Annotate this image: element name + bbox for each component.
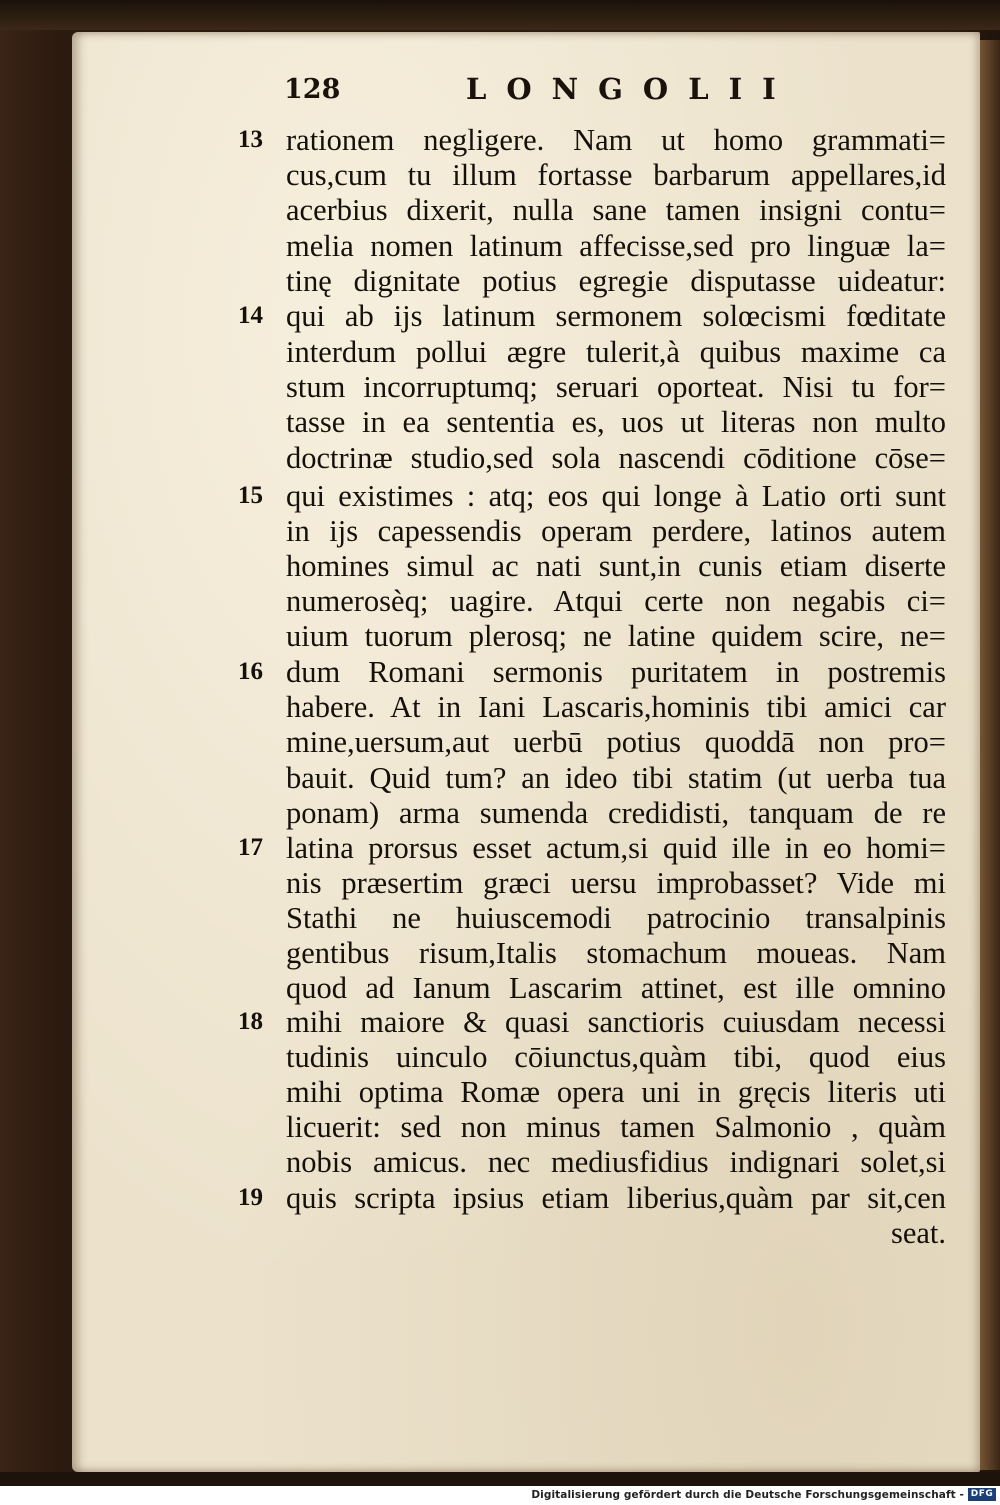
text-line: acerbius dixerit, nulla sane tamen insigni contu= (286, 193, 946, 227)
text-line: melia nomen latinum affecisse,sed pro linguæ la= (286, 229, 946, 263)
margin-number: 17 (238, 834, 263, 861)
text-line: ponam) arma sumenda credidisti, tanquam de re (286, 796, 946, 830)
running-head (0, 68, 1000, 108)
margin-number: 14 (238, 302, 263, 329)
margin-number: 16 (238, 658, 263, 685)
scan-top-edge (0, 0, 1000, 30)
text-line: tinę dignitate potius egregie disputasse uideatur: (286, 264, 946, 298)
text-line: habere. At in Iani Lascaris,hominis tibi amici car (286, 690, 946, 724)
dfg-logo: DFG (968, 1488, 996, 1501)
text-line: licuerit: sed non minus tamen Salmonio , quàm (286, 1110, 946, 1144)
catchword: seat. (890, 1216, 946, 1250)
text-line: tudinis uinculo cōiunctus,quàm tibi, quod eius (286, 1040, 946, 1074)
text-line: uium tuorum plerosq; ne latine quidem scire, ne= (286, 619, 946, 653)
text-line: qui existimes : atq; eos qui longe à Latio orti sunt (286, 479, 946, 513)
book-fore-edge (978, 40, 1000, 1470)
text-line: quis scripta ipsius etiam liberius,quàm par sit,cen (286, 1181, 946, 1215)
text-line: in ijs capessendis operam perdere, latinos autem (286, 514, 946, 548)
margin-number: 15 (238, 482, 263, 509)
text-line: latina prorsus esset actum,si quid ille in eo homi= (286, 831, 946, 865)
text-line: mihi maiore & quasi sanctioris cuiusdam necessi (286, 1005, 946, 1039)
text-line: bauit. Quid tum? an ideo tibi statim (ut uerba tua (286, 761, 946, 795)
text-line: qui ab ijs latinum sermonem solœcismi fœditate (286, 299, 946, 333)
text-line: mine,uersum,aut uerbū potius quoddā non pro= (286, 725, 946, 759)
text-line: Stathi ne huiuscemodi patrocinio transalpinis (286, 901, 946, 935)
text-line: stum incorruptumq; seruari oporteat. Nisi tu for= (286, 370, 946, 404)
funding-notice: Digitalisierung gefördert durch die Deutsche Forschungsgemeinschaft - (531, 1489, 964, 1501)
running-head-title: LONGOLII (466, 72, 796, 106)
margin-number: 18 (238, 1008, 263, 1035)
text-line: tasse in ea sententia es, uos ut literas non multo (286, 405, 946, 439)
scan-bottom-edge (0, 1472, 1000, 1486)
text-line: homines simul ac nati sunt,in cunis etiam diserte (286, 549, 946, 583)
text-line: nobis amicus. nec mediusfidius indignari solet,si (286, 1145, 946, 1179)
text-line: nis præsertim græci uersu improbasset? Vide mi (286, 866, 946, 900)
text-line: interdum pollui ægre tulerit,à quibus maxime ca (286, 335, 946, 369)
text-line: rationem negligere. Nam ut homo grammati= (286, 123, 946, 157)
text-line: quod ad Ianum Lascarim attinet, est ille omnino (286, 971, 946, 1005)
text-line: dum Romani sermonis puritatem in postremis (286, 655, 946, 689)
page-number: 128 (284, 74, 341, 105)
digitization-footer (0, 1486, 1000, 1505)
margin-number: 19 (238, 1184, 263, 1211)
text-line: gentibus risum,Italis stomachum moueas. Nam (286, 936, 946, 970)
margin-number: 13 (238, 126, 263, 153)
text-line: mihi optima Romæ opera uni in gręcis literis uti (286, 1075, 946, 1109)
text-line: doctrinæ studio,sed sola nascendi cōditione cōse= (286, 441, 946, 475)
text-line: cus,cum tu illum fortasse barbarum appellares,id (286, 158, 946, 192)
text-line: numerosèq; uagire. Atqui certe non negabis ci= (286, 584, 946, 618)
